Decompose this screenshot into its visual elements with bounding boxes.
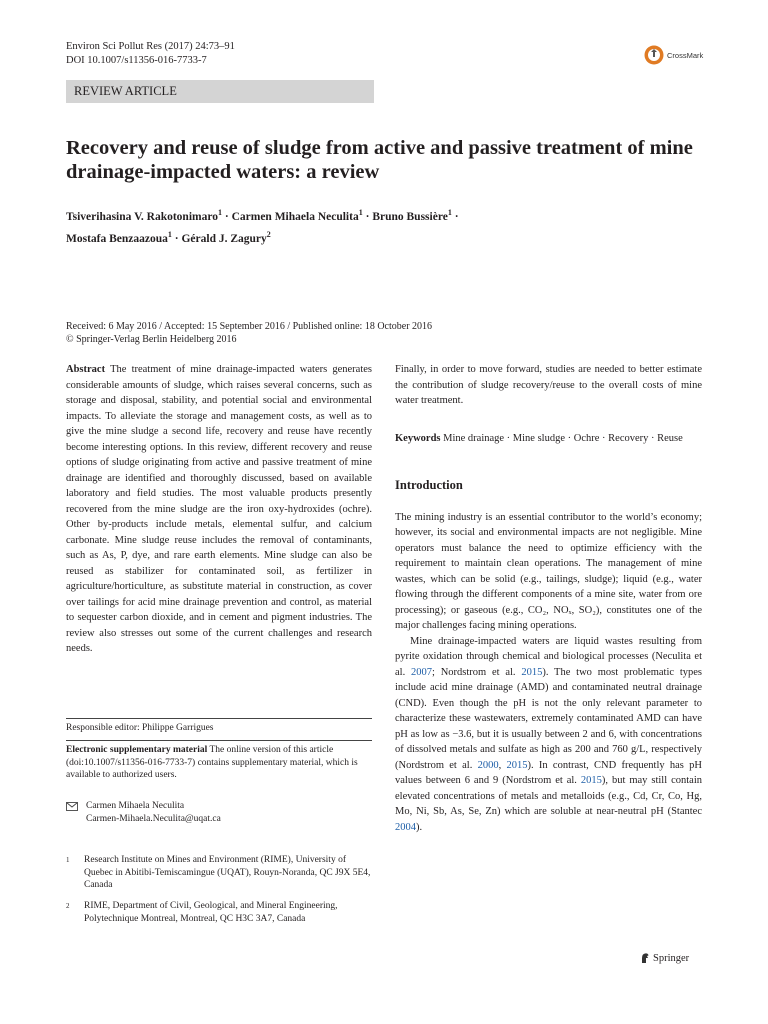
keywords-label: Keywords xyxy=(395,432,441,444)
envelope-icon xyxy=(66,802,78,812)
citation-link[interactable]: 2015 xyxy=(521,666,543,678)
journal-citation: Environ Sci Pollut Res (2017) 24:73–91 xyxy=(66,41,235,52)
publisher-logo xyxy=(640,952,689,964)
citation-link[interactable]: 2000 xyxy=(477,759,499,771)
author-list: Tsiverihasina V. Rakotonimaro$^1$ · Carmen Mihaela Neculita$^1$ · Bruno Bussière$^1$ · Mostafa Benzaazoua$^1$ · Gérald J. Zagury$^2$ xyxy=(66,208,459,245)
crossmark-label: CrossMark xyxy=(667,50,704,60)
right-column xyxy=(395,362,702,835)
affiliation-number: 2 xyxy=(66,902,70,910)
affiliation-1 xyxy=(66,854,372,892)
article-title: Recovery and reuse of sludge from active and passive treatment of mine drainage-impacted waters: a review xyxy=(66,137,693,183)
affiliation-marker: 1 xyxy=(167,229,172,239)
publication-dates xyxy=(66,320,432,346)
abstract-label: Abstract xyxy=(66,364,106,375)
left-column xyxy=(66,362,372,657)
affiliation-number: 1 xyxy=(66,856,70,864)
affiliation-marker: 1 xyxy=(218,208,222,217)
affiliation-text: Research Institute on Mines and Environment (RIME), University of Quebec in Abitibi-Temiscamingue (UQAT), Rouyn-Noranda, QC J9X 5E4, Canada xyxy=(84,855,371,890)
affiliation-marker: 1 xyxy=(447,208,452,217)
affiliation-marker: 2 xyxy=(266,229,271,239)
esm-label: Electronic supplementary material xyxy=(66,745,208,755)
author-name[interactable]: Tsiverihasina V. Rakotonimaro xyxy=(66,210,218,223)
citation-link[interactable]: 2004 xyxy=(395,821,416,833)
affiliation-marker: 1 xyxy=(358,208,363,217)
author-name[interactable]: Carmen Mihaela Neculita xyxy=(231,210,359,223)
copyright-notice: © Springer-Verlag Berlin Heidelberg 2016 xyxy=(66,334,237,345)
article-type-banner: REVIEW ARTICLE xyxy=(66,80,374,103)
springer-horse-icon xyxy=(640,952,650,964)
crossmark-icon xyxy=(644,44,664,66)
history-dates: Received: 6 May 2016 / Accepted: 15 September 2016 / Published online: 18 October 2016 xyxy=(66,321,433,332)
divider xyxy=(66,740,372,741)
abstract-text: The treatment of mine drainage-impacted waters generates considerable amounts of sludge, which raises several concerns, such as storage and disposal, stability, and potential social and environmental impacts. To alleviate the storage and management costs, as well as to give the mine sludge a second life, recovery and reuse have recently become interesting options. In this review, different recovery and reuse options of sludge originating from active and passive treatment of mine drainage are identified and thoroughly discussed, based on available laboratory and field studies. The most valuable products presently recovered from the mine sludge are the iron oxy-hydroxides (ochre). Other by-products include metals, elemental sulfur, and calcium carbonate. Mine sludge reuse includes the removal of contaminants, such as As, P, dye, and rare earth elements. Mine sludge can also be reused as stabilizer for contaminated soil, as fertilizer in agriculture/horticulture, as substitute material in construction, as cover over tailings for acid mine drainage prevention and control, as material to sequester carbon dioxide, and in cement and pigment industries. The review also stresses out some of the current challenges and research needs. xyxy=(66,364,373,654)
author-name[interactable]: Bruno Bussière xyxy=(372,210,448,223)
abstract-continuation: Finally, in order to move forward, studies are needed to better estimate the contribution of sludge recovery/reuse to the overall costs of mine water treatment. xyxy=(395,364,702,406)
doi[interactable]: DOI 10.1007/s11356-016-7733-7 xyxy=(66,55,207,66)
abstract-paragraph xyxy=(66,362,372,657)
citation-link[interactable]: 2007 xyxy=(411,666,432,678)
contact-email[interactable]: Carmen-Mihaela.Neculita@uqat.ca xyxy=(86,813,221,824)
keywords-text: Mine drainage · Mine sludge · Ochre · Recovery · Reuse xyxy=(443,432,683,444)
keywords xyxy=(395,431,702,447)
citation-link[interactable]: 2015 xyxy=(506,759,528,771)
affiliation-2 xyxy=(66,900,372,925)
author-name[interactable]: Mostafa Benzaazoua xyxy=(66,232,168,245)
citation-link[interactable]: 2015 xyxy=(580,775,602,786)
crossmark-badge[interactable] xyxy=(644,44,703,66)
divider xyxy=(66,718,372,719)
contact-name: Carmen Mihaela Neculita xyxy=(86,801,185,811)
author-name[interactable]: Gérald J. Zagury xyxy=(181,232,267,245)
esm-text: The online version of this article (doi:10.1007/s11356-016-7733-7) contains supplementary material, which is available to authorized users. xyxy=(66,745,358,780)
publisher-name: Springer xyxy=(653,952,690,964)
intro-paragraph-1: The mining industry is an essential contributor to the world’s economy; however, its social and environmental impacts are not negligible. Mine operators must balance the need to optimize efficiency with the requirement to maintain clean operations. The management of mine wastes, which can be solid (e.g., tailings, sludge); liquid (e.g., water flowing through the different components of a mine site, water from ore processing); or gaseous (e.g., CO₂, NOₓ, SO₂), constitutes one of the major challenges facing mining operations. xyxy=(395,511,702,631)
corresponding-author xyxy=(66,800,372,825)
intro-paragraph-2: Mine drainage-impacted waters are liquid wastes resulting from pyrite oxidation through chemical and biological processes (Neculita et al. 2007; Nordstrom et al. 2015). The two most problematic types include acid mine drainage (AMD) and contaminated neutral drainage (CND). Even though the pH is not the only relevant parameter to characterize these wastewaters, extremely contaminated AMD can have pH as low as −3.6, but it is usually between 2 and 6, with concentrations of dissolved metals and sulfate as high as 200 and 760 g/L, respectively (Nordstrom et al. 2000, 2015). In contrast, CND frequently has pH values between 6 and 9 (Nordstrom et al. 2015), but may still contain elevated concentrations of metals and metalloids (e.g., Cd, Cr, Co, Hg, Mo, Ni, Sb, As, Se, Zn) which are soluble at near-neutral pH (Stantec 2004). xyxy=(395,635,703,833)
responsible-editor: Responsible editor: Philippe Garrigues xyxy=(66,723,214,733)
esm-note xyxy=(66,744,372,782)
journal-header xyxy=(66,40,235,68)
affiliation-text: RIME, Department of Civil, Geological, and Mineral Engineering, Polytechnique Montreal, Montreal, QC H3C 3A7, Canada xyxy=(84,901,338,924)
section-heading-introduction: Introduction xyxy=(395,478,463,492)
